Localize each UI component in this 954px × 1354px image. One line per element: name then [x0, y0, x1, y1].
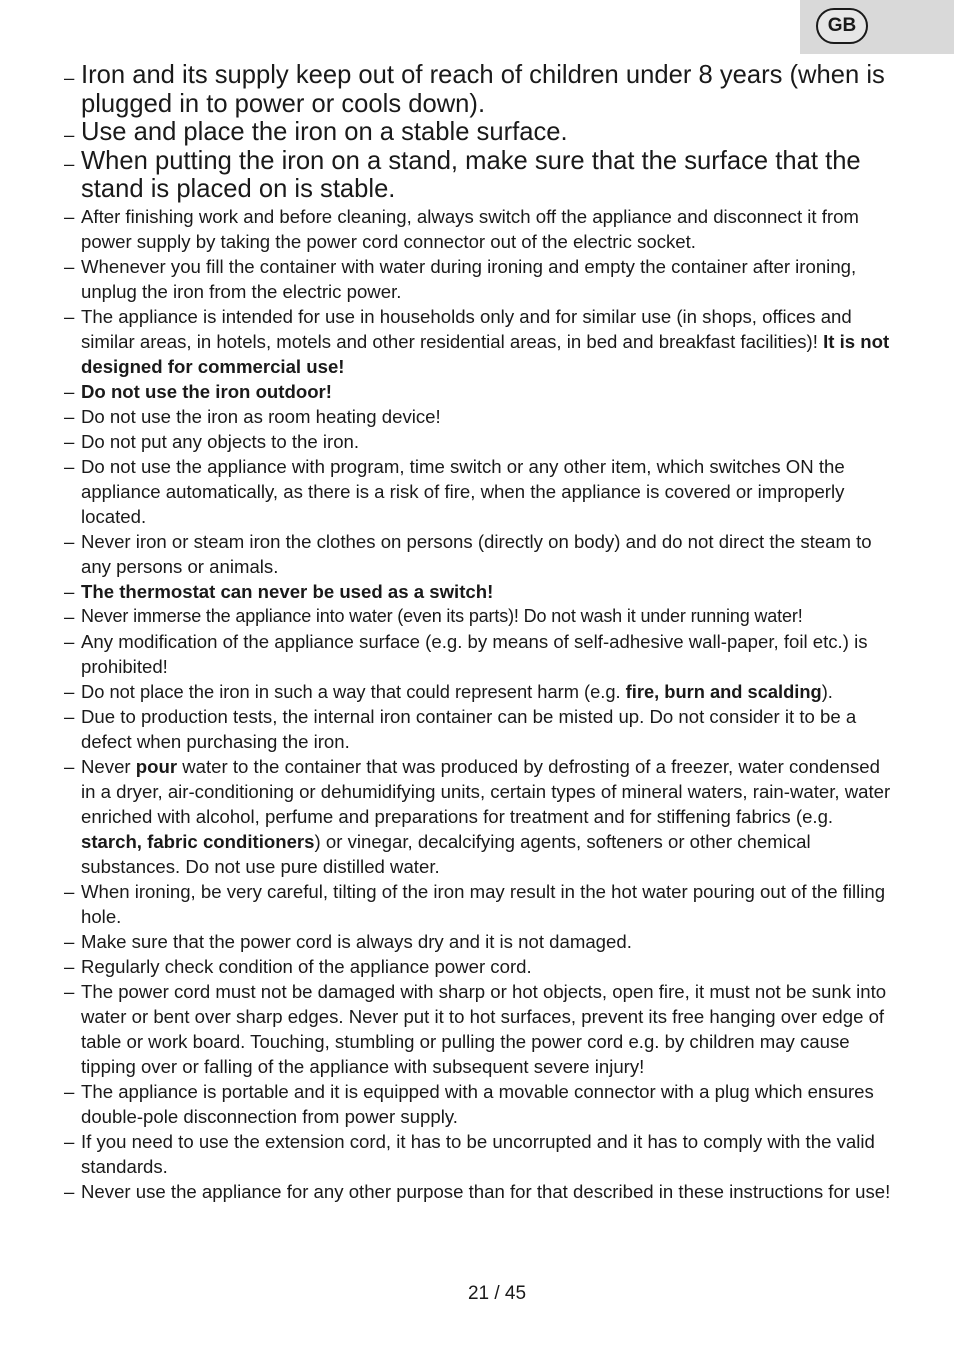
instruction-item [64, 604, 894, 629]
dash-bullet: – [64, 630, 75, 652]
dash-bullet: – [64, 430, 75, 452]
instruction-item [64, 579, 894, 604]
instruction-item [64, 979, 894, 1079]
instruction-text: Regularly check condition of the appliance power cord. [81, 955, 532, 977]
instruction-item [64, 429, 894, 454]
instruction-text: Use and place the iron on a stable surface. [81, 118, 568, 146]
instruction-item [64, 454, 894, 529]
instruction-item [64, 1179, 894, 1204]
instruction-text: Never iron or steam iron the clothes on persons (directly on body) and do not direct the steam to any persons or animals. [81, 530, 872, 577]
instruction-text-bold: starch, fabric conditioners [81, 830, 315, 852]
instruction-text-bold: The thermostat can never be used as a switch! [81, 580, 494, 602]
dash-bullet: – [64, 380, 75, 402]
safety-instructions-list [64, 61, 894, 1204]
instruction-text: Never use the appliance for any other purpose than for that described in these instructions for use! [81, 1180, 891, 1202]
dash-bullet: – [64, 980, 75, 1002]
instruction-text: Whenever you fill the container with water during ironing and empty the container after ironing, unplug the iron from the electric power. [81, 255, 857, 302]
instruction-item [64, 304, 894, 379]
language-tab [800, 0, 954, 54]
dash-bullet: – [64, 605, 75, 627]
instruction-item [64, 254, 894, 304]
instruction-text-bold: fire, burn and scalding [625, 680, 822, 702]
instruction-text-bold: Do not use the iron outdoor! [81, 380, 332, 402]
instruction-item [64, 929, 894, 954]
instruction-text: Do not place the iron in such a way that could represent harm (e.g. [81, 680, 626, 702]
instruction-text: Never immerse the appliance into water (even its parts)! Do not wash it under running water! [81, 605, 803, 626]
instruction-item [64, 754, 894, 879]
instruction-item [64, 679, 894, 704]
dash-bullet: – [64, 205, 75, 227]
dash-bullet: – [64, 1130, 75, 1152]
dash-bullet: – [64, 1080, 75, 1102]
instruction-text: Never [81, 755, 136, 777]
dash-bullet: – [64, 305, 75, 327]
instruction-text: ). [821, 680, 833, 702]
page-number: 21 / 45 [467, 1283, 527, 1304]
instruction-item [64, 629, 894, 679]
instruction-text: Make sure that the power cord is always dry and it is not damaged. [81, 930, 632, 952]
instruction-text: The power cord must not be damaged with sharp or hot objects, open fire, it must not be sunk into water or bent over sharp edges. Never put it to hot surfaces, prevent its free hanging over edge of table or work board. Touching, stumbling or pulling the power cord e.g. by children may cause tipping over or falling of the appliance with subsequent severe injury! [81, 980, 887, 1077]
instruction-text-bold: It is not designed for commercial use! [81, 330, 890, 377]
instruction-text: If you need to use the extension cord, it has to be uncorrupted and it has to comply with the valid standards. [81, 1130, 875, 1177]
instruction-text: Any modification of the appliance surface (e.g. by means of self-adhesive wall-paper, foil etc.) is prohibited! [81, 630, 868, 677]
instruction-item [64, 954, 894, 979]
instruction-item [64, 1129, 894, 1179]
instruction-text: When putting the iron on a stand, make sure that the surface that the stand is placed on is stable. [81, 146, 861, 203]
instruction-text: Do not use the appliance with program, time switch or any other item, which switches ON the appliance automatically, as there is a risk of fire, when the appliance is covered or improperly located. [81, 455, 845, 527]
instruction-text: ) or vinegar, decalcifying agents, softeners or other chemical substances. Do not use pure distilled water. [81, 830, 811, 877]
instruction-text: Do not use the iron as room heating device! [81, 405, 441, 427]
dash-bullet: – [64, 455, 75, 477]
language-badge: GB [816, 8, 868, 44]
instruction-text: water to the container that was produced by defrosting of a freezer, water condensed in a dryer, air-conditioning or dehumidifying units, certain types of mineral waters, rain-water, water enriched with alcohol, perfume and preparations for treatment and for stiffening fabrics (e.g. [81, 755, 891, 827]
instruction-text: When ironing, be very careful, tilting of the iron may result in the hot water pouring out of the filling hole. [81, 880, 886, 927]
dash-bullet: – [64, 930, 75, 952]
instruction-text-bold: pour [135, 755, 178, 777]
instruction-item [64, 61, 894, 118]
dash-bullet: – [64, 255, 75, 277]
dash-bullet: – [64, 755, 75, 777]
instruction-item [64, 147, 894, 204]
instruction-text: After finishing work and before cleaning, always switch off the appliance and disconnect it from power supply by taking the power cord connector out of the electric socket. [81, 205, 859, 252]
instruction-text: The appliance is intended for use in households only and for similar use (in shops, offices and similar areas, in hotels, motels and other residential areas, in bed and breakfast facilities)! [81, 305, 852, 352]
instruction-text: Iron and its supply keep out of reach of children under 8 years (when is plugged in to power or cools down). [81, 61, 885, 118]
instruction-text: Do not put any objects to the iron. [81, 430, 360, 452]
dash-bullet: – [64, 705, 75, 727]
dash-bullet: – [64, 955, 75, 977]
instruction-text: Due to production tests, the internal iron container can be misted up. Do not consider it to be a defect when purchasing the iron. [81, 705, 857, 752]
instruction-item [64, 529, 894, 579]
instruction-item [64, 1079, 894, 1129]
dash-bullet: – [64, 680, 75, 702]
instruction-item [64, 704, 894, 754]
dash-bullet: – [64, 1180, 75, 1202]
instruction-item [64, 204, 894, 254]
dash-bullet: – [64, 67, 75, 88]
instruction-item [64, 879, 894, 929]
dash-bullet: – [64, 152, 75, 174]
instruction-item [64, 404, 894, 429]
dash-bullet: – [64, 405, 75, 427]
dash-bullet: – [64, 880, 75, 902]
instruction-item [64, 118, 894, 147]
instruction-text: The appliance is portable and it is equipped with a movable connector with a plug which ensures double-pole disconnection from power supply. [81, 1080, 874, 1127]
instruction-item [64, 379, 894, 404]
dash-bullet: – [64, 580, 75, 602]
dash-bullet: – [64, 124, 75, 145]
dash-bullet: – [64, 530, 75, 552]
